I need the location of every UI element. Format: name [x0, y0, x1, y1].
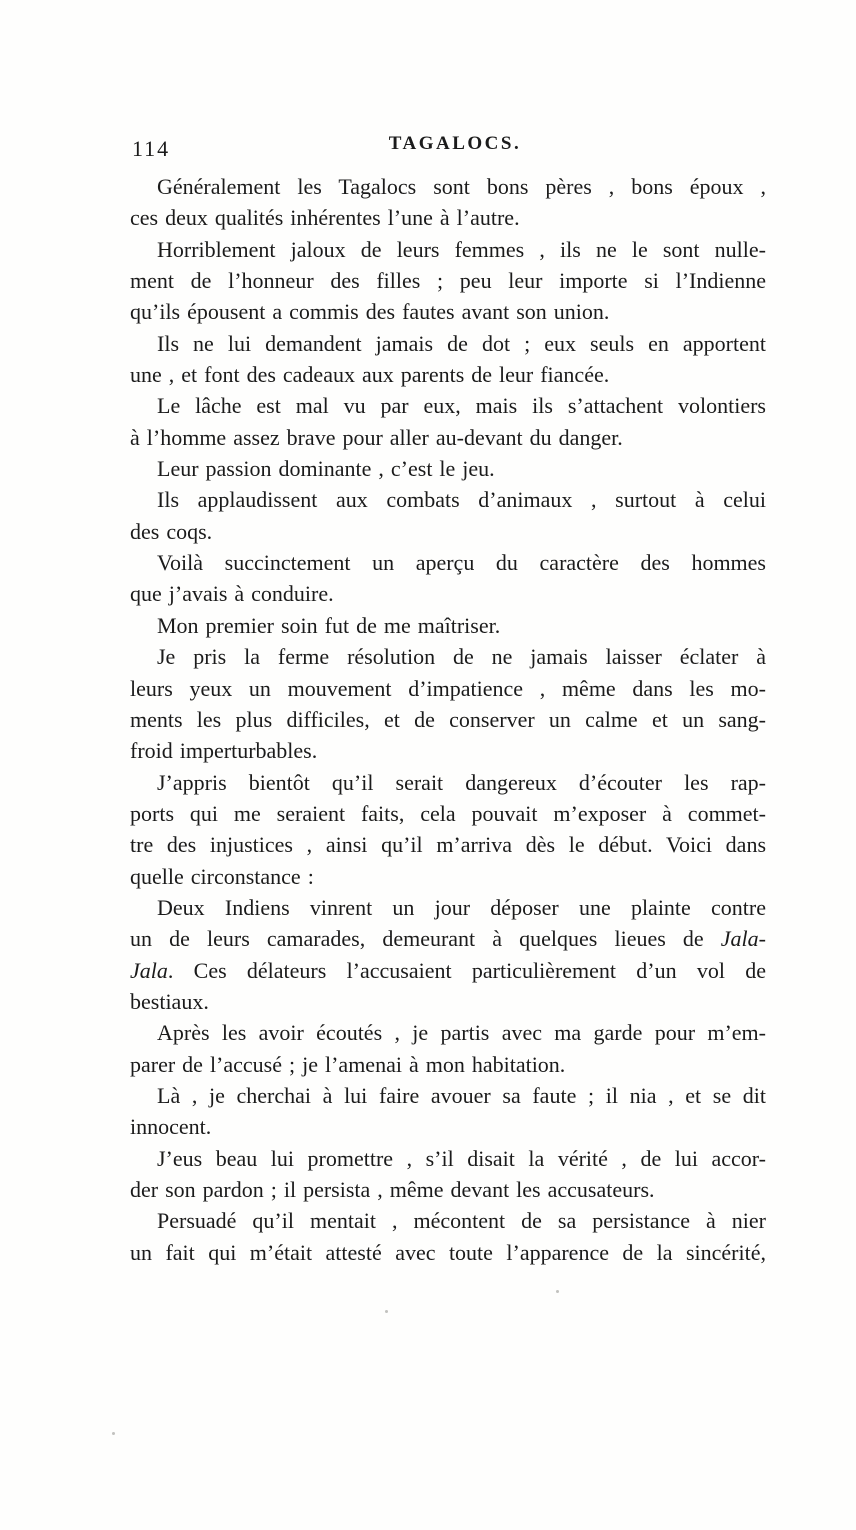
text-line: que j’avais à conduire.	[130, 581, 334, 607]
page-number: 114	[132, 136, 171, 161]
page-body	[130, 171, 766, 1268]
paragraph	[130, 453, 766, 484]
text-line: der son pardon ; il persista , même devant les accusateurs.	[130, 1177, 655, 1202]
text-line: Ils applaudissent aux combats d’animaux , surtout à celui	[157, 487, 766, 513]
text-line: parer de l’accusé ; je l’amenai à mon habitation.	[130, 1051, 566, 1077]
text-line: Leur passion dominante , c’est le jeu.	[157, 456, 495, 482]
text-line: Jala. Ces délateurs l’accusaient particulièrement d’un vol de	[130, 957, 766, 983]
text-line: froid imperturbables.	[130, 738, 318, 764]
text-line: Généralement les Tagalocs sont bons pères , bons époux ,	[157, 174, 766, 199]
text-line: Mon premier soin fut de me maîtriser.	[157, 612, 501, 638]
text-line: Persuadé qu’il mentait , mécontent de sa persistance à nier	[157, 1208, 766, 1234]
text-line: Après les avoir écoutés , je partis avec ma garde pour m’em-	[157, 1020, 766, 1046]
paragraph	[130, 641, 766, 766]
text-line: Voilà succinctement un aperçu du caractère des hommes	[157, 550, 766, 576]
paragraph	[130, 1143, 766, 1206]
paragraph	[130, 1017, 766, 1080]
text-line: J’eus beau lui promettre , s’il disait la vérité , de lui accor-	[157, 1145, 766, 1171]
running-title: TAGALOCS.	[388, 133, 522, 154]
text-line: qu’ils épousent a commis des fautes avant son union.	[130, 299, 610, 325]
text-line: des coqs.	[130, 518, 213, 544]
paragraph	[130, 390, 766, 453]
text-line: Deux Indiens vinrent un jour déposer une plainte contre	[157, 894, 766, 920]
text-line: un fait qui m’était attesté avec toute l’apparence de la sincérité,	[130, 1239, 766, 1265]
paragraph	[130, 610, 766, 641]
paragraph	[130, 234, 766, 328]
paragraph	[130, 1080, 766, 1143]
text-line: quelle circonstance :	[130, 863, 314, 889]
text-line: une , et font des cadeaux aux parents de leur fiancée.	[130, 362, 610, 388]
text-line: ports qui me seraient faits, cela pouvait m’exposer à commet-	[130, 800, 766, 826]
paragraph	[130, 547, 766, 610]
scan-speck	[385, 1310, 388, 1313]
text-line: tre des injustices , ainsi qu’il m’arriva dès le début. Voici dans	[130, 832, 766, 858]
paragraph	[130, 171, 766, 234]
paragraph	[130, 892, 766, 1017]
scan-speck	[556, 1290, 559, 1293]
text-line: Là , je cherchai à lui faire avouer sa faute ; il nia , et se dit	[157, 1082, 766, 1108]
text-line: Je pris la ferme résolution de ne jamais laisser éclater à	[157, 644, 766, 670]
text-line: Horriblement jaloux de leurs femmes , ils ne le sont nulle-	[157, 236, 766, 262]
text-line: innocent.	[130, 1114, 212, 1140]
paragraph	[130, 484, 766, 547]
text-line: ces deux qualités inhérentes l’une à l’autre.	[130, 205, 520, 231]
text-line: leurs yeux un mouvement d’impatience , même dans les mo-	[130, 675, 766, 701]
text-line: ment de l’honneur des filles ; peu leur importe si l’Indienne	[130, 268, 766, 294]
paragraph	[130, 328, 766, 391]
page-header	[130, 133, 766, 163]
scan-speck	[112, 1432, 115, 1435]
text-line: un de leurs camarades, demeurant à quelques lieues de Jala-	[130, 926, 766, 952]
paragraph	[130, 767, 766, 892]
text-line: à l’homme assez brave pour aller au-devant du danger.	[130, 424, 623, 450]
text-line: bestiaux.	[130, 988, 209, 1014]
text-line: ments les plus difficiles, et de conserver un calme et un sang-	[130, 706, 766, 732]
paragraph	[130, 1205, 766, 1268]
text-line: Le lâche est mal vu par eux, mais ils s’attachent volontiers	[157, 393, 766, 419]
text-line: Ils ne lui demandent jamais de dot ; eux seuls en apportent	[157, 330, 766, 356]
text-line: J’appris bientôt qu’il serait dangereux d’écouter les rap-	[157, 769, 766, 795]
